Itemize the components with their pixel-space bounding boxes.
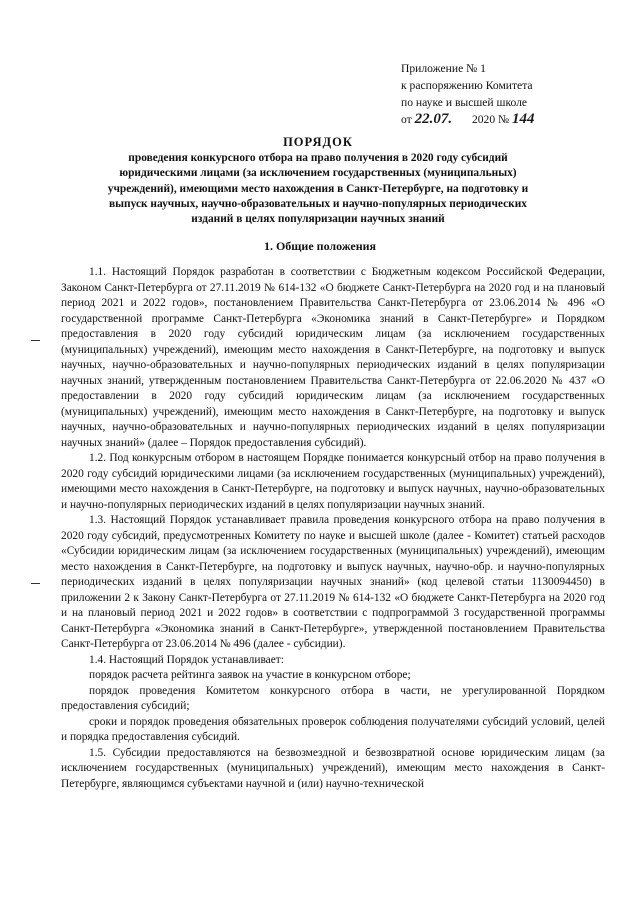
annex-line-2: к распоряжению Комитета xyxy=(401,79,533,92)
annex-block xyxy=(401,60,601,128)
paragraph-1-1: 1.1. Настоящий Порядок разработан в соответствии с Бюджетным кодексом Российской Федерации, Законом Санкт-Петербурга от 27.11.2019 № 614-132 «О бюджете Санкт-Петербурга на 2020 год и на плановый период 2021 и 2022 годов», постановлением Правительства Санкт-Петербурга от 23.06.2014 № 496 «О государственной программе Санкт-Петербурга «Экономика знаний в Санкт-Петербурге» и Порядком предоставления в 2020 году субсидий юридическим лицам (за исключением государственных (муниципальных) учреждений), имеющим место нахождения в Санкт-Петербурге, на подготовку и выпуск научных, научно-образовательных и научно-популярных периодических изданий в целях популяризации научных знаний, утвержденным постановлением Правительства Санкт-Петербурга от 22.06.2020 № 437 «О предоставлении в 2020 году субсидий юридическим лицам (за исключением государственных (муниципальных) учреждений), имеющим место нахождения в Санкт-Петербурге, на подготовку и выпуск научных, научно-образовательных и научно-популярных периодических изданий в целях популяризации научных знаний» (далее – Порядок предоставления субсидий). xyxy=(61,266,605,449)
list-item-rating: порядок расчета рейтинга заявок на участие в конкурсном отборе; xyxy=(89,669,411,681)
annex-line-3: по науке и высшей школе xyxy=(401,96,528,109)
margin-mark xyxy=(31,583,40,584)
document-heading xyxy=(92,135,544,227)
annex-year: 2020 № xyxy=(471,113,510,126)
document-body xyxy=(61,265,605,792)
paragraph-1-5: 1.5. Субсидии предоставляются на безвозмездной и безвозвратной основе юридическим лицам (за исключением государственных (муниципальных) учреждений), имеющим место нахождения в Санкт-Петербурге, являющимся субъектами научной и (или) научно-технической xyxy=(61,746,605,790)
paragraph-1-2: 1.2. Под конкурсным отбором в настоящем Порядке понимается конкурсный отбор на право получения в 2020 году субсидий юридическими лицами (за исключением государственных (муниципальных) учреждений), имеющими место нахождения в Санкт-Петербурге, на подготовку и выпуск научных, научно-образовательных и научно-популярных периодических изданий в целях популяризации научных знаний. xyxy=(61,452,605,511)
document-subtitle: проведения конкурсного отбора на право получения в 2020 году субсидий юридическими лицами (за исключением государственных (муниципальных) учреждений), имеющими место нахождения в Санкт-Петербурге, на подготовку и выпуск научных, научно-образовательных и научно-популярных периодических изданий в целях популяризации научных знаний xyxy=(107,152,529,226)
handwritten-date: 22.07. xyxy=(414,111,453,127)
annex-date-line xyxy=(401,111,601,128)
paragraph-1-3: 1.3. Настоящий Порядок устанавливает правила проведения конкурсного отбора на право получения в 2020 году субсидий, предусмотренных Комитету по науке и высшей школе (далее - Комитет) статьей расходов «Субсидии юридическим лицам (за исключением государственных (муниципальных) учреждений), имеющим место нахождения в Санкт-Петербурге, на подготовку и выпуск научных, научно-обр. и научно-популярных периодических изданий в целях популяризации научных знаний» (код целевой статьи 1130094450) в приложении 2 к Закону Санкт-Петербурга от 27.11.2019 № 614-132 «О бюджете Санкт-Петербурга на 2020 год и на плановый период 2021 и 2022 годов» в соответствии с подпрограммой 3 государственной программы Санкт-Петербурга «Экономика знаний в Санкт-Петербурге», утвержденной постановлением Правительства Санкт-Петербурга от 23.06.2014 № 496 (далее - субсидии). xyxy=(61,514,605,650)
paragraph-1-4: 1.4. Настоящий Порядок устанавливает: xyxy=(89,653,284,666)
margin-mark xyxy=(31,340,40,341)
handwritten-number: 144 xyxy=(512,111,535,127)
list-item-procedure: порядок проведения Комитетом конкурсного отбора в части, не урегулированной Порядком предоставления субсидий; xyxy=(61,684,605,712)
annex-line-1: Приложение № 1 xyxy=(401,62,486,75)
list-item-checks: сроки и порядок проведения обязательных проверок соблюдения получателями субсидий условий, целей и порядка предоставления субсидий. xyxy=(61,715,605,743)
section-title: 1. Общие положения xyxy=(263,239,377,253)
document-title: ПОРЯДОК xyxy=(283,135,353,149)
annex-date-prefix: от xyxy=(401,113,412,126)
